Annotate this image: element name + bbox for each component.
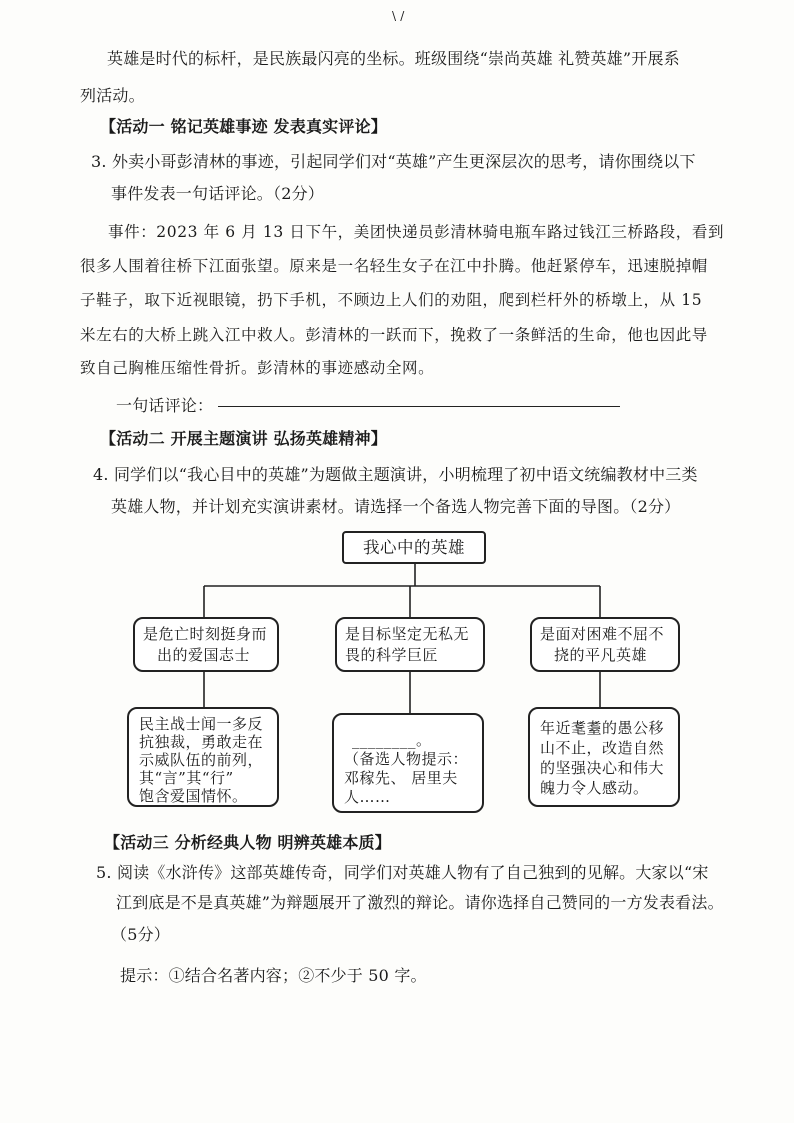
detail-text: 示威队伍的前列， [139,751,264,769]
category-text: 畏的科学巨匠 [345,646,439,664]
detail-text: 饱含爱国情怀。 [139,787,248,805]
category-text: 是目标坚定无私无 [345,625,470,643]
activity3-header: 【活动三 分析经典人物 明辨英雄本质】 [104,833,391,852]
detail-text: （备选人物提示： [344,750,469,768]
mindmap-detail-answer[interactable] [332,713,484,813]
detail-blank[interactable]: ________。 [352,731,432,749]
q5-line-2: 江到底是不是真英雄”为辩题展开了激烈的辩论。请你选择自己赞同的一方发表看法。 [116,893,724,912]
event-line-5: 致自己胸椎压缩性骨折。彭清林的事迹感动全网。 [80,359,435,377]
activity1-header: 【活动一 铭记英雄事迹 发表真实评论】 [100,117,387,136]
q4-line-1: 4. 同学们以“我心目中的英雄”为题做主题演讲，小明梳理了初中语文统编教材中三类 [93,465,698,484]
event-line-4: 米左右的大桥上跳入江中救人。彭清林的一跃而下，挽救了一条鲜活的生命，他也因此导 [80,326,708,344]
mindmap-category-patriot [133,617,279,672]
q5-line-1: 5. 阅读《水浒传》这部英雄传奇，同学们对英雄人物有了自己独到的见解。大家以“宋 [96,863,709,882]
q3-line-1: 3. 外卖小哥彭清林的事迹，引起同学们对“英雄”产生更深层次的思考，请你围绕以下 [91,152,696,171]
detail-text: 民主战士闻一多反 [139,715,264,733]
category-text: 是危亡时刻挺身而 [143,625,268,643]
q5-hint: 提示：①结合名著内容；②不少于 50 字。 [120,966,427,985]
comment-label: 一句话评论： [116,396,214,415]
event-line-2: 很多人围着往桥下江面张望。原来是一名轻生女子在江中扑腾。他赶紧停车，迅速脱掉帽 [80,257,708,275]
detail-text: 的坚强决心和伟大 [540,759,665,777]
mindmap-root [342,531,486,564]
detail-text: 魄力令人感动。 [540,779,649,797]
q4-line-2: 英雄人物，并计划充实演讲素材。请选择一个备选人物完善下面的导图。（2分） [111,497,681,516]
intro-line-2: 列活动。 [80,86,145,105]
q3-line-2: 事件发表一句话评论。（2分） [111,184,324,203]
event-line-1: 事件：2023 年 6 月 13 日下午，美团快递员彭清林骑电瓶车路过钱江三桥路段，看到 [108,223,725,241]
mindmap-detail-yugong [528,707,680,807]
category-text: 出的爱国志士 [157,646,251,664]
detail-text: 人…… [344,788,391,806]
mindmap-category-ordinary [530,617,680,672]
activity2-header: 【活动二 开展主题演讲 弘扬英雄精神】 [100,429,387,448]
detail-text: 年近耄耋的愚公移 [540,719,665,737]
detail-text: 其“言”其“行” [139,769,234,787]
mindmap-root-label: 我心中的英雄 [363,538,465,557]
mindmap-category-scientist [335,617,485,672]
intro-line-1: 英雄是时代的标杆，是民族最闪亮的坐标。班级围绕“崇尚英雄 礼赞英雄”开展系 [107,49,680,68]
category-text: 是面对困难不屈不 [540,625,665,643]
top-mark: \ / [392,9,405,23]
detail-text: 邓稼先、 居里夫 [344,769,458,787]
detail-text: 抗独裁，勇敢走在 [139,733,264,751]
mindmap-detail-wen-yiduo [127,707,279,807]
category-text: 挠的平凡英雄 [554,646,648,664]
q5-line-3: （5分） [111,925,170,944]
detail-text: 山不止，改造自然 [540,739,665,757]
event-line-3: 子鞋子，取下近视眼镜，扔下手机，不顾边上人们的劝阻，爬到栏杆外的桥墩上，从 15 [80,291,703,309]
